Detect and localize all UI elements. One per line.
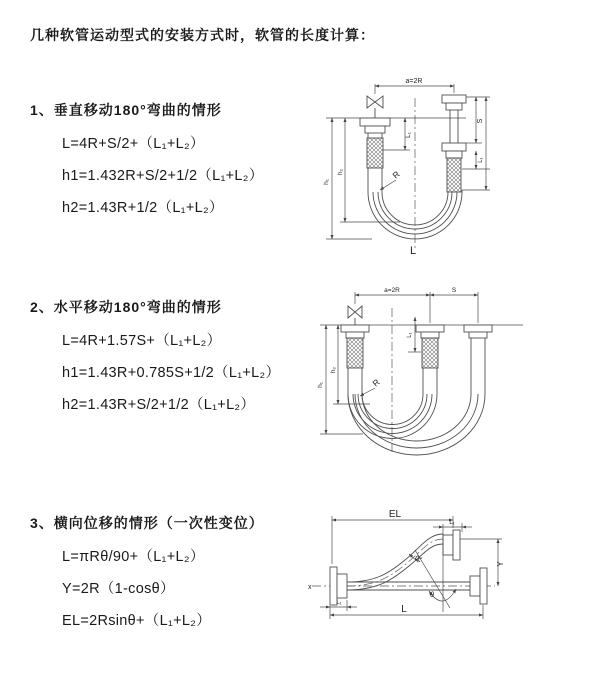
braided-hose-section (347, 338, 363, 368)
u-hose-original (348, 394, 437, 439)
valve-icon (348, 306, 355, 318)
section-1-formula-h2: h2=1.43R+1/2（L₁+L₂） (62, 200, 224, 216)
dim-label-r: R (412, 553, 425, 564)
dim-h1-h2 (323, 118, 400, 239)
dim-label-h1: h₁ (317, 382, 324, 388)
right-pipe-fitting (464, 325, 492, 394)
u-hose-displaced (348, 394, 485, 455)
section-1-formula-h1: h1=1.432R+S/2+1/2（L₁+L₂） (62, 168, 264, 184)
braided-hose-section (447, 158, 461, 192)
section-2 (30, 297, 320, 421)
dim-a2r (375, 78, 454, 94)
braided-hose-section (422, 338, 438, 368)
dim-l1-left (320, 600, 357, 611)
page-title: 几种软管运动型式的安装方式时，软管的长度计算： (30, 27, 375, 43)
dim-r (360, 377, 382, 396)
dim-label-l: L (409, 245, 417, 257)
braided-hose-section (367, 138, 383, 168)
dim-label-l1: L₁ (407, 332, 413, 338)
section-3 (30, 513, 320, 637)
dim-l1-top (433, 520, 472, 612)
dim-label-a2r: a=2R (405, 78, 423, 85)
upper-flange-fitting (443, 530, 460, 560)
section-3-heading: 3、横向位移的情形（一次性变位） (30, 515, 264, 531)
dim-l (330, 604, 483, 619)
middle-pipe-fitting (416, 325, 444, 394)
section-2-formula-h1: h1=1.43R+0.785S+1/2（L₁+L₂） (62, 365, 281, 381)
dim-label-r: R (390, 168, 402, 181)
section-2-formula-L: L=4R+1.57S+（L₁+L₂） (62, 333, 222, 349)
dim-label-y: Y (496, 561, 505, 567)
dim-label-l: L (401, 604, 407, 615)
right-pipe-fitting (442, 95, 466, 192)
section-3-formula-EL: EL=2Rsinθ+（L₁+L₂） (62, 613, 212, 629)
diagram-lateral-displacement (300, 502, 600, 650)
dim-label-h2: h₂ (330, 366, 337, 374)
dim-label-l1: L₁ (449, 520, 455, 526)
dim-label-l1: L₁ (336, 600, 342, 606)
dim-label-l1: L₁ (405, 132, 412, 138)
dim-label-l1: L₁ (478, 157, 484, 163)
dim-label-s: S (477, 118, 484, 124)
dim-label-h1: h₁ (323, 179, 330, 185)
dim-l1 (407, 317, 421, 352)
section-1 (30, 100, 320, 224)
section-2-formula-h2: h2=1.43R+S/2+1/2（L₁+L₂） (62, 397, 256, 413)
dim-label-s: S (451, 287, 457, 294)
dim-label-el: EL (388, 509, 402, 520)
diagram-horizontal-180-bend (308, 282, 598, 462)
dim-label-r: R (370, 376, 382, 389)
dim-label-h2: h₂ (337, 168, 344, 176)
dim-label-a2r: a=2R (384, 287, 400, 294)
valve-icon (367, 96, 375, 108)
left-pipe-fitting (341, 306, 369, 394)
dim-r (380, 169, 402, 190)
section-3-formula-Y: Y=2R（1-cosθ） (62, 581, 175, 597)
diagram-vertical-180-bend (312, 72, 592, 267)
flange-upper (453, 530, 460, 560)
dim-label-theta: θ (430, 592, 434, 599)
left-pipe-fitting (360, 96, 390, 168)
flange-right (480, 568, 487, 604)
section-2-heading: 2、水平移动180°弯曲的情形 (30, 299, 222, 315)
dim-el (332, 509, 453, 564)
section-3-formula-L: L=πRθ/90+（L₁+L₂） (62, 549, 205, 565)
centerline-mark: x (308, 584, 312, 591)
section-1-heading: 1、垂直移动180°弯曲的情形 (30, 102, 222, 118)
dim-a2r (355, 287, 478, 323)
section-1-formula-L: L=4R+S/2+（L₁+L₂） (62, 136, 205, 152)
